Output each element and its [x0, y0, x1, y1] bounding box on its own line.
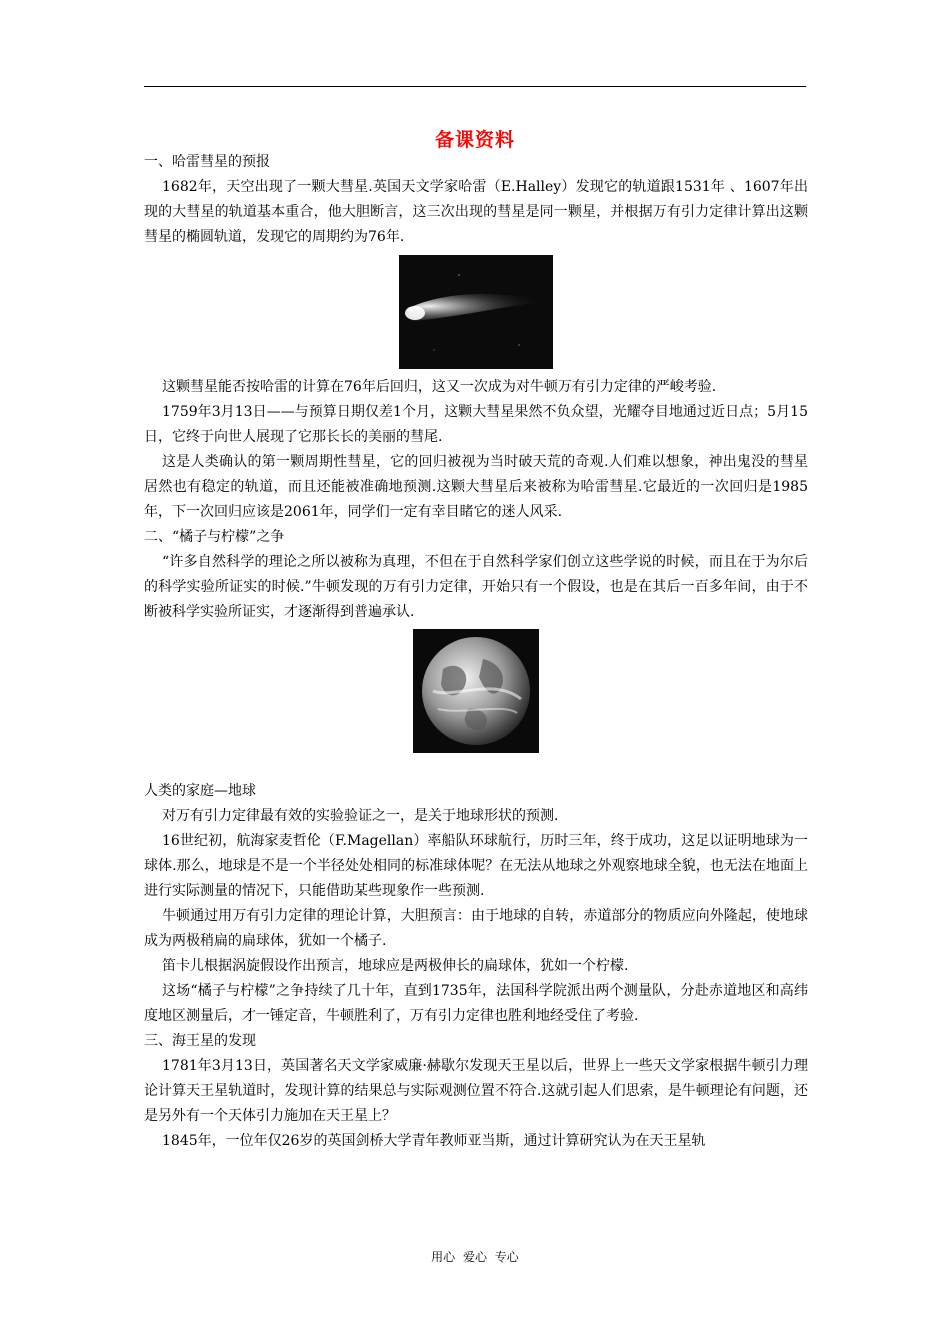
page-title: 备课资料	[434, 129, 515, 151]
paragraph: 16世纪初，航海家麦哲伦（F.Magellan）率船队环球航行，历时三年，终于成功，这足以证明地球为一球体.那么，地球是不是一个半径处处相同的标准球体呢？在无法从地球之外观察地球全貌，也无法在地面上进行实际测量的情况下，只能借助某些现象作一些预测.	[144, 833, 808, 899]
earth-icon	[413, 629, 539, 753]
paragraph: 1682年，天空出现了一颗大彗星.英国天文学家哈雷（E.Halley）发现它的轨道跟1531年 、1607年出现的大彗星的轨道基本重合，他大胆断言，这三次出现的彗星是同一颗星，并根据万有引力定律计算出这颗彗星的椭圆轨道，发现它的周期约为76年.	[144, 179, 808, 245]
comet-icon	[399, 255, 553, 369]
section-heading: 三、海王星的发现	[144, 1033, 256, 1049]
paragraph: 1781年3月13日，英国著名天文学家威廉·赫歇尔发现天王星以后，世界上一些天文学家根据牛顿引力理论计算天王星轨道时，发现计算的结果总与实际观测位置不符合.这就引起人们思索，是牛顿理论有问题，还是另外有一个天体引力施加在天王星上？	[144, 1058, 808, 1124]
paragraph: 这场“橘子与柠檬”之争持续了几十年，直到1735年，法国科学院派出两个测量队，分赴赤道地区和高纬度地区测量后，才一锤定音，牛顿胜利了，万有引力定律也胜利地经受住了考验.	[144, 983, 808, 1024]
header-rule	[144, 86, 806, 87]
paragraph: 牛顿通过用万有引力定律的理论计算，大胆预言：由于地球的自转，赤道部分的物质应向外隆起，使地球成为两极稍扁的扁球体，犹如一个橘子.	[144, 908, 808, 949]
paragraph: 这颗彗星能否按哈雷的计算在76年后回归，这又一次成为对牛顿万有引力定律的严峻考验.	[162, 379, 717, 395]
image-caption: 人类的家庭—地球	[144, 783, 256, 799]
comet-image	[399, 255, 553, 369]
paragraph: 1845年，一位年仅26岁的英国剑桥大学青年教师亚当斯，通过计算研究认为在天王星轨	[162, 1133, 706, 1149]
paragraph: 1759年3月13日——与预算日期仅差1个月，这颗大彗星果然不负众望，光耀夺目地通过近日点；5月15日，它终于向世人展现了它那长长的美丽的彗尾.	[144, 404, 808, 445]
section-heading: 二、“橘子与柠檬”之争	[144, 529, 285, 545]
paragraph: 这是人类确认的第一颗周期性彗星，它的回归被视为当时破天荒的奇观.人们难以想象，神出鬼没的彗星居然也有稳定的轨道，而且还能被准确地预测.这颗大彗星后来被称为哈雷彗星.它最近的一次回归是1985年，下一次回归应该是2061年，同学们一定有幸目睹它的迷人风采.	[144, 454, 808, 520]
document-body	[144, 150, 808, 1154]
earth-image	[413, 629, 539, 753]
page-footer: 用心 爱心 专心	[431, 1250, 519, 1264]
paragraph: 对万有引力定律最有效的实验验证之一，是关于地球形状的预测.	[162, 808, 559, 824]
section-heading: 一、哈雷彗星的预报	[144, 154, 270, 170]
paragraph: 笛卡儿根据涡旋假设作出预言，地球应是两极伸长的扁球体，犹如一个柠檬.	[162, 958, 629, 974]
paragraph: “许多自然科学的理论之所以被称为真理，不但在于自然科学家们创立这些学说的时候，而且在于为尔后的科学实验所证实的时候.”牛顿发现的万有引力定律，开始只有一个假设，也是在其后一百多年间，由于不断被科学实验所证实，才逐渐得到普遍承认.	[144, 554, 808, 620]
